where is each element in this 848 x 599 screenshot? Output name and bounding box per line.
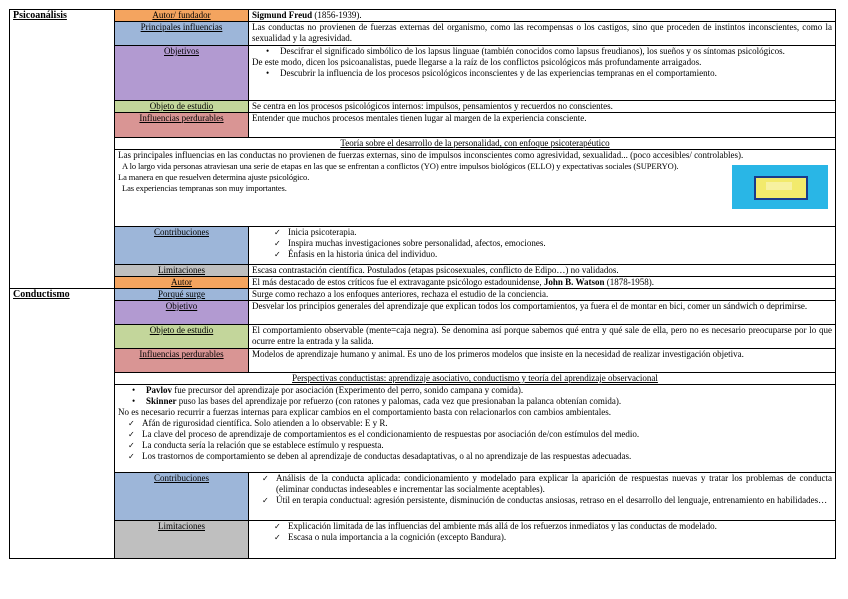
autor-cond-name: John B. Watson xyxy=(543,277,605,287)
contribucion-item: ✓ Inspira muchas investigaciones sobre personalidad, afectos, emociones. xyxy=(252,238,832,249)
row-label-autor: Autor/ fundador xyxy=(115,10,249,22)
row-value-influencias: Las conductas no provienen de fuerzas externas del organismo, como las recompensas o los castigos, sino que proceden de instintos inconscientes, como la sexualidad y la agresividad. xyxy=(249,22,836,46)
objetivos-note: De este modo, dicen los psicoanalistas, puede llegarse a la raíz de los conflictos psicológicos más profundamente arraigados. xyxy=(252,57,702,67)
objetivo-item: • Descifrar el significado simbólico de los lapsus linguae (también conocidos como lapsus freudianos), los sueños y os síntomas psicológicos. xyxy=(252,46,832,57)
row-label-limitaciones: Limitaciones xyxy=(115,265,249,277)
row-value-perdurables-cond: Modelos de aprendizaje humano y animal. Es uno de los primeros modelos que insiste en la necesidad de realizar investigación objetiva. xyxy=(249,349,836,373)
row-label-perdurables: Influencias perdurables xyxy=(115,113,249,138)
row-label-objeto: Objeto de estudio xyxy=(115,101,249,113)
row-label-limitaciones-cond: Limitaciones xyxy=(115,521,249,559)
autor-years: (1856-1939). xyxy=(312,10,362,20)
objetivo-item: • Descubrir la influencia de los procesos psicológicos inconscientes y de las experiencias tempranas en el comportamiento. xyxy=(252,68,832,79)
skinner-item xyxy=(118,396,832,407)
check-item: ✓ Afán de rigurosidad científica. Solo atienden a lo observable: E y R. xyxy=(118,418,832,429)
pavlov-item xyxy=(118,385,832,396)
teoria-title-text: Teoría sobre el desarrollo de la personalidad, con enfoque psicoterapéutico xyxy=(340,138,610,148)
freud-diagram-image xyxy=(732,165,828,209)
row-label-porque: Porqué surge xyxy=(115,289,249,301)
row-value-limitaciones: Escasa contrastación científica. Postulados (etapas psicosexuales, conflicto de Edipo…) no validados. xyxy=(249,265,836,277)
skinner-name: Skinner xyxy=(146,396,177,406)
teoria-p3: La manera en que resuelven determina ajuste psicológico. xyxy=(118,172,310,182)
row-value-contribuciones-cond xyxy=(249,473,836,521)
section-title: Psicoanálisis xyxy=(13,10,67,21)
contribucion-item: ✓ Útil en terapia conductual: agresión persistente, disminución de conductas ansiosas, retraso en el desarrollo del lenguaje, entrenamiento en habilidades… xyxy=(252,495,832,506)
comparison-table xyxy=(9,9,836,559)
row-value-porque: Surge como rechazo a los enfoques anteriores, rechaza el estudio de la conciencia. xyxy=(249,289,836,301)
check-item: ✓ La clave del proceso de aprendizaje de comportamientos es el condicionamiento de respuestas por asociación de/con estímulos del medio. xyxy=(118,429,832,440)
teoria-body xyxy=(115,150,836,227)
pavlov-text: fue precursor del aprendizaje por asociación (Experimento del perro, sonido campana y comida). xyxy=(172,385,524,395)
skinner-text: puso las bases del aprendizaje por refuerzo (con ratones y palomas, cada vez que presionaban la palanca obtenían comida). xyxy=(176,396,622,406)
row-value-perdurables: Entender que muchos procesos mentales tienen lugar al margen de la experiencia consciente. xyxy=(249,113,836,138)
autor-name: Sigmund Freud xyxy=(252,10,313,20)
teoria-p4: Las experiencias tempranas son muy importantes. xyxy=(122,183,287,193)
contribucion-item: ✓ Análisis de la conducta aplicada: condicionamiento y modelado para explicar la aparición de respuestas nuevas y tratar los problemas de conducta (eliminar conductas indeseables e incrementar las socialmente aceptables). xyxy=(252,473,832,495)
teoria-p2: A lo largo vida personas atraviesan una serie de etapas en las que se enfrentan a conflictos (YO) entre impulsos biológicos (ELLO) y expectativas sociales (SUPERYO). xyxy=(122,161,679,171)
check-item: ✓ Los trastornos de comportamiento se deben al aprendizaje de conductas desadaptativas, o al no aprendizaje de las respuestas adecuadas. xyxy=(118,451,832,462)
row-label-contribuciones: Contribuciones xyxy=(115,227,249,265)
row-value-autor xyxy=(249,10,836,22)
section-title: Conductismo xyxy=(13,289,70,300)
row-label-contribuciones-cond: Contribuciones xyxy=(115,473,249,521)
row-value-autor-cond xyxy=(249,277,836,289)
no-necesario-text: No es necesario recurrir a fuerzas internas para explicar cambios en el comportamiento basta con relacionarlos con cambios ambientales. xyxy=(118,407,612,417)
row-value-objeto-cond: El comportamiento observable (mente=caja negra). Se denomina así porque sabemos qué entra y qué sale de ella, pero no es necesario preocuparse por lo que ocurre entre la entrada y la salida. xyxy=(249,325,836,349)
contribucion-item: ✓ Énfasis en la historia única del individuo. xyxy=(252,249,832,260)
pavlov-name: Pavlov xyxy=(146,385,172,395)
row-value-contribuciones xyxy=(249,227,836,265)
row-value-objetivo-cond: Desvelar los principios generales del aprendizaje que explican todos los comportamientos, ya fuera el de montar en bici, comer un sándwich o deprimirse. xyxy=(249,301,836,325)
row-label-objetivo-cond: Objetivo xyxy=(115,301,249,325)
teoria-title xyxy=(115,138,836,150)
row-label-autor-cond: Autor xyxy=(115,277,249,289)
row-label-influencias: Principales influencias xyxy=(115,22,249,46)
section-conductismo xyxy=(10,289,115,559)
section-psicoanalisis xyxy=(10,10,115,289)
autor-cond-years: (1878-1958). xyxy=(604,277,655,287)
row-value-objeto: Se centra en los procesos psicológicos internos: impulsos, pensamientos y recuerdos no conscientes. xyxy=(249,101,836,113)
teoria-p1: Las principales influencias en las conductas no provienen de fuerzas externas, sino de impulsos inconscientes como agresividad, sexualidad... (poco accesibles/ controlables). xyxy=(118,150,744,160)
row-label-perdurables-cond: Influencias perdurables xyxy=(115,349,249,373)
perspectivas-title-text: Perspectivas conductistas: aprendizaje asociativo, conductismo y teoría del aprendizaje observacional xyxy=(292,373,658,383)
row-label-objetivos: Objetivos xyxy=(115,46,249,101)
contribucion-item: ✓ Inicia psicoterapia. xyxy=(252,227,832,238)
perspectivas-title xyxy=(115,373,836,385)
row-label-objeto-cond: Objeto de estudio xyxy=(115,325,249,349)
row-value-limitaciones-cond xyxy=(249,521,836,559)
autor-cond-text: El más destacado de estos críticos fue el extravagante psicólogo estadounidense, xyxy=(252,277,544,287)
check-item: ✓ La conducta sería la relación que se establece estímulo y respuesta. xyxy=(118,440,832,451)
row-value-objetivos xyxy=(249,46,836,101)
limitacion-item: ✓ Escasa o nula importancia a la cognición (excepto Bandura). xyxy=(252,532,832,543)
perspectivas-body xyxy=(115,385,836,473)
limitacion-item: ✓ Explicación limitada de las influencias del ambiente más allá de los refuerzos inmediatos y las conductas de modelado. xyxy=(252,521,832,532)
